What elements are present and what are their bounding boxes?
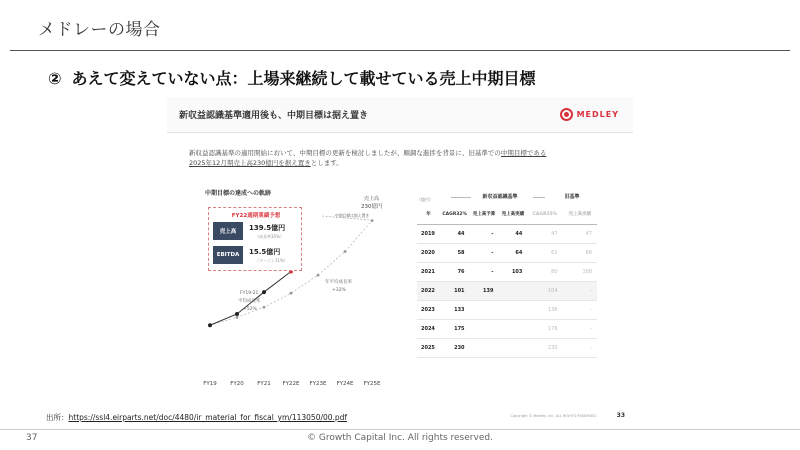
actual-point xyxy=(235,312,239,316)
target-point xyxy=(317,274,320,277)
table-cell-budget: - xyxy=(470,243,499,262)
table-cell-year: 2021 xyxy=(417,262,440,281)
intro-text-c: 2025年12月期売上高230億円を据え置き xyxy=(189,159,311,167)
medley-logo-icon xyxy=(560,108,573,121)
table-cell-old-cagr: 176 xyxy=(527,319,562,338)
table-row xyxy=(417,300,597,319)
table-cell-cagr: 44 xyxy=(440,224,470,243)
x-tick-label: FY23E xyxy=(309,381,327,387)
intro-text-d: とします。 xyxy=(310,159,343,167)
x-tick-label: FY25E xyxy=(363,381,381,387)
source-link[interactable]: https://ssl4.eirparts.net/doc/4480/ir_material_for_fiscal_ym/113050/00.pdf xyxy=(68,413,348,422)
table-row xyxy=(417,338,597,357)
ebitda-value: 15.5億円 xyxy=(249,248,281,256)
table-cell-year: 2022 xyxy=(417,281,440,300)
table-cell-old-actual: - xyxy=(563,338,597,357)
intro-text-a: 新収益認識基準の適用開始において、中期目標の更新を検討しましたが、順調な進捗を背景に、旧基準での xyxy=(189,149,501,157)
table-row xyxy=(417,243,597,262)
table-row xyxy=(417,262,597,281)
table-cell-old-cagr: 80 xyxy=(527,262,562,281)
table-cell-cagr: 230 xyxy=(440,338,470,357)
table-cell-year: 2020 xyxy=(417,243,440,262)
fy22-forecast-box xyxy=(208,207,302,271)
embedded-header xyxy=(167,97,633,133)
embedded-intro xyxy=(189,148,609,168)
embedded-copyright: Copyright © Medley, Inc. ALL RIGHTS RESERVED. xyxy=(510,414,597,418)
x-tick-label: FY24E xyxy=(336,381,354,387)
target-label-2: 230億円 xyxy=(361,204,383,210)
source-citation xyxy=(46,412,347,423)
table-cell-old-actual: - xyxy=(563,319,597,338)
avg-growth-label-1: 年平均成長率 xyxy=(325,280,352,285)
x-tick-label: FY22E xyxy=(282,381,300,387)
table-cell-cagr: 133 xyxy=(440,300,470,319)
table-cell-cagr: 58 xyxy=(440,243,470,262)
table-cell-budget: - xyxy=(470,224,499,243)
table-cell-actual xyxy=(498,338,527,357)
actual-point xyxy=(208,323,212,327)
table-cell-old-cagr: 47 xyxy=(527,224,562,243)
table-cell-cagr: 76 xyxy=(440,262,470,281)
title-divider xyxy=(10,50,790,51)
table-cell-year: 2019 xyxy=(417,224,440,243)
table-cell-budget xyxy=(470,300,499,319)
table-cell-actual: 103 xyxy=(498,262,527,281)
target-point xyxy=(236,316,239,319)
th-cagr32: CAGR32% xyxy=(440,205,470,224)
table-cell-cagr: 101 xyxy=(440,281,470,300)
embedded-title: 新収益認識基準適用後も、中期目標は据え置き xyxy=(179,111,369,121)
target-label-1: 売上高 xyxy=(364,196,380,202)
sales-sub: （成長率35%） xyxy=(255,234,284,239)
table-cell-old-cagr: 136 xyxy=(527,300,562,319)
th-year: 年 xyxy=(417,205,440,224)
table-cell-old-actual: - xyxy=(563,281,597,300)
fy19-21-label-1: FY19-21 xyxy=(240,291,259,296)
medley-logo-text: MEDLEY xyxy=(576,110,619,119)
fy19-21-label-3: +52% xyxy=(243,307,257,312)
table-cell-year: 2024 xyxy=(417,319,440,338)
x-tick-label: FY19 xyxy=(203,381,217,387)
group-new-header: 新収益認識基準 xyxy=(482,194,518,200)
footer-divider xyxy=(0,429,800,430)
medley-logo xyxy=(560,108,619,121)
forecast-title: FY22通期業績予想 xyxy=(231,213,281,219)
table-cell-actual: 44 xyxy=(498,224,527,243)
table-cell-year: 2025 xyxy=(417,338,440,357)
table-row xyxy=(417,281,597,300)
chart-caption: 中期目標の達成への軌跡 xyxy=(205,190,272,197)
embedded-page-number: 33 xyxy=(616,412,625,419)
th-old-cagr: CAGR35% xyxy=(527,205,562,224)
target-point xyxy=(344,250,347,253)
actual-point xyxy=(262,290,266,294)
subtitle-number: ② xyxy=(48,69,62,88)
keep-label: 中期目標は据え置き xyxy=(335,213,370,218)
table-cell-budget: - xyxy=(470,262,499,281)
x-tick-label: FY21 xyxy=(257,381,271,387)
table-cell-old-cagr: 61 xyxy=(527,243,562,262)
table-cell-actual xyxy=(498,281,527,300)
table-cell-actual xyxy=(498,300,527,319)
table-unit: （億円） xyxy=(417,197,433,202)
x-tick-label: FY20 xyxy=(230,381,244,387)
table-cell-old-actual: 47 xyxy=(563,224,597,243)
source-prefix: 出所： xyxy=(46,413,69,422)
avg-growth-label-2: +32% xyxy=(332,288,346,293)
embedded-slide-image xyxy=(167,97,633,427)
intro-text-b: 中期目標である xyxy=(500,149,547,157)
table-row xyxy=(417,319,597,338)
table-cell-cagr: 175 xyxy=(440,319,470,338)
table-cell-actual xyxy=(498,319,527,338)
table-cell-budget: 139 xyxy=(470,281,499,300)
subtitle-text: あえて変えていない点：上場来継続して載せている売上中期目標 xyxy=(71,69,536,88)
table-cell-year: 2023 xyxy=(417,300,440,319)
revenue-table xyxy=(417,205,597,358)
table-cell-budget xyxy=(470,319,499,338)
table-cell-old-actual: - xyxy=(563,300,597,319)
table-row xyxy=(417,224,597,243)
copyright: © Growth Capital Inc. All rights reserved. xyxy=(307,433,493,443)
ebitda-sub: （マージン11%） xyxy=(255,258,288,263)
table-header-row xyxy=(417,205,597,224)
sales-value: 139.5億円 xyxy=(249,224,286,232)
sales-label: 売上高 xyxy=(213,222,243,240)
fy19-21-label-2: 平均成長率 xyxy=(238,299,261,304)
group-new-rule-right xyxy=(533,197,545,198)
table-cell-budget xyxy=(470,338,499,357)
target-point xyxy=(290,292,293,295)
target-point xyxy=(371,219,374,222)
ebitda-label: EBITDA xyxy=(213,246,243,264)
group-new-rule-left xyxy=(451,197,471,198)
page-number: 37 xyxy=(26,433,38,443)
table-cell-old-cagr: 230 xyxy=(527,338,562,357)
slide-subtitle xyxy=(48,66,536,89)
th-actual: 売上高実績 xyxy=(498,205,527,224)
slide-title: メドレーの場合 xyxy=(38,20,161,40)
th-budget: 売上高予算 xyxy=(470,205,499,224)
th-old-actual: 売上高実績 xyxy=(563,205,597,224)
group-old-header: 旧基準 xyxy=(564,194,580,200)
table-cell-old-actual: 108 xyxy=(563,262,597,281)
target-point xyxy=(263,306,266,309)
table-cell-actual: 64 xyxy=(498,243,527,262)
table-cell-old-cagr: 104 xyxy=(527,281,562,300)
table-cell-old-actual: 68 xyxy=(563,243,597,262)
